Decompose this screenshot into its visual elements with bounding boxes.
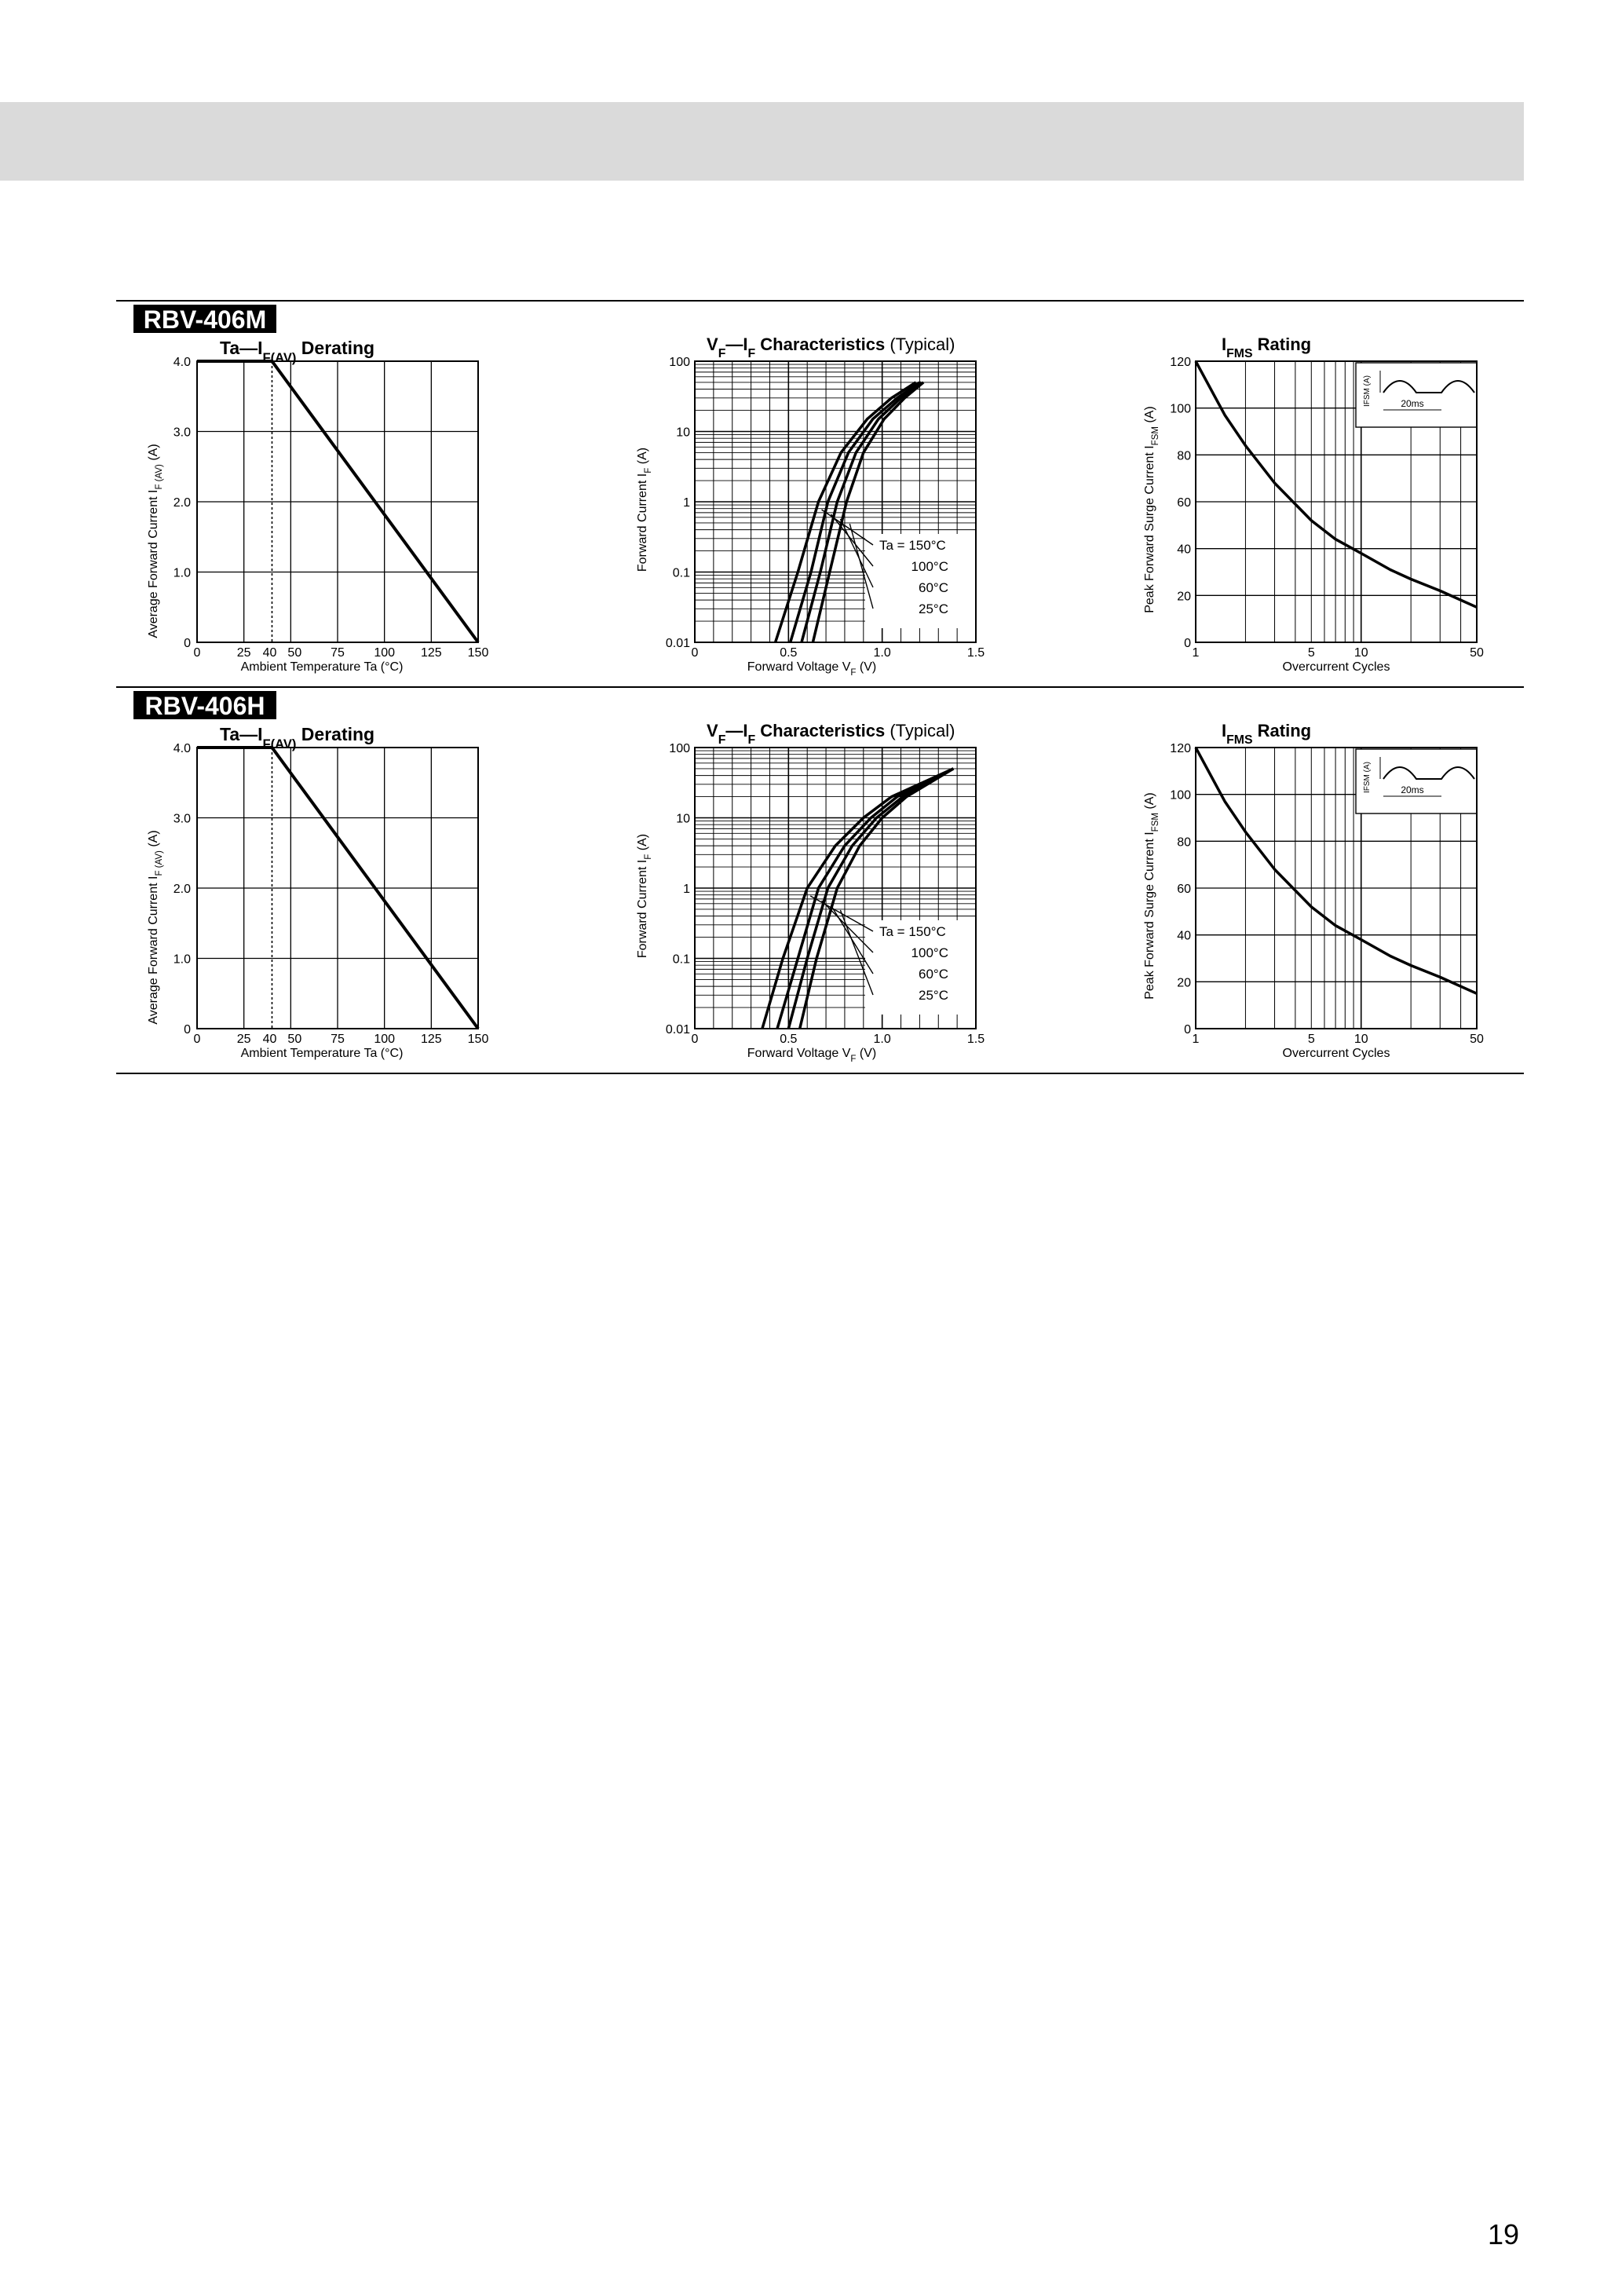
y-tick-label: 1.0	[173, 566, 191, 580]
x-tick-label: 0	[193, 646, 201, 660]
chart-title: $I_{FMS}$ Rating	[1222, 335, 1312, 360]
y-axis-label: Forward Current $I_F$ (A)	[636, 833, 653, 959]
x-tick-label: 40	[262, 1033, 277, 1046]
x-axis-label: Overcurrent Cycles	[1282, 660, 1390, 674]
vf-if-chart	[636, 335, 985, 678]
y-tick-label: 0	[1184, 1023, 1191, 1036]
x-tick-label: 40	[262, 646, 277, 660]
y-tick-label: 3.0	[173, 812, 191, 826]
x-tick-label: 0.5	[780, 646, 798, 660]
inset-ylabel: IFSM (A)	[1363, 375, 1372, 407]
derating-chart	[147, 338, 488, 674]
y-tick-label: 10	[676, 426, 690, 440]
x-tick-label: 0	[691, 646, 699, 660]
y-tick-label: 60	[1177, 883, 1191, 896]
waveform-inset	[1356, 363, 1477, 427]
y-tick-label: 40	[1177, 929, 1191, 943]
x-tick-label: 50	[1470, 646, 1484, 660]
x-tick-label: 1	[1192, 1033, 1200, 1046]
y-tick-label: 2.0	[173, 496, 191, 510]
y-tick-label: 0.1	[672, 952, 690, 967]
section-rbv-406h	[133, 691, 1484, 1064]
page-number: 19	[1488, 2218, 1520, 2250]
x-tick-label: 1	[1192, 646, 1200, 660]
x-tick-label: 150	[467, 1033, 489, 1046]
x-tick-label: 1.5	[966, 646, 985, 660]
legend-label: 60°C	[919, 967, 948, 982]
x-tick-label: 1.0	[873, 646, 891, 660]
x-tick-label: 1.5	[966, 1033, 985, 1046]
y-tick-label: 120	[1170, 356, 1191, 369]
chart-title: $V_F—I_F$ Characteristics (Typical)	[707, 335, 955, 360]
x-axis-label: Ambient Temperature Ta (°C)	[240, 660, 404, 674]
x-tick-label: 25	[236, 1033, 251, 1046]
x-tick-label: 150	[467, 646, 489, 660]
chart-title: $I_{FMS}$ Rating	[1222, 721, 1312, 747]
y-tick-label: 20	[1177, 590, 1191, 604]
y-tick-label: 100	[1170, 788, 1191, 803]
legend-label: 100°C	[911, 945, 948, 960]
y-tick-label: 0	[184, 637, 191, 650]
x-tick-label: 25	[236, 646, 251, 660]
x-tick-label: 100	[374, 646, 396, 660]
legend-label: 25°C	[919, 601, 948, 616]
x-tick-label: 50	[287, 1033, 302, 1046]
legend-label: Ta = 150°C	[879, 538, 946, 553]
model-name: RBV-406M	[143, 305, 267, 334]
y-tick-label: 4.0	[173, 742, 191, 755]
legend-label: 60°C	[919, 580, 948, 595]
y-tick-label: 100	[669, 356, 690, 369]
legend-label: Ta = 150°C	[879, 924, 946, 939]
inset-label: 20ms	[1401, 398, 1424, 409]
y-axis-label: Peak Forward Surge Current $I_{FSM}$ (A)	[1143, 406, 1160, 613]
legend-label: 25°C	[919, 988, 948, 1003]
y-axis-label: Forward Current $I_F$ (A)	[636, 447, 653, 572]
x-tick-label: 5	[1307, 1033, 1315, 1046]
ifsm-chart	[1143, 721, 1484, 1060]
y-tick-label: 80	[1177, 449, 1191, 463]
y-axis-label: Average Forward Current $I_{F (AV)}$ (A)	[147, 444, 164, 638]
x-tick-label: 0	[691, 1033, 699, 1046]
x-tick-label: 75	[331, 646, 345, 660]
y-tick-label: 1.0	[173, 952, 191, 967]
x-axis-label: Forward Voltage $V_F$ (V)	[747, 660, 877, 678]
x-axis-label: Forward Voltage $V_F$ (V)	[747, 1047, 877, 1064]
inset-ylabel: IFSM (A)	[1363, 762, 1372, 793]
y-tick-label: 0	[184, 1023, 191, 1036]
ifsm-chart	[1143, 335, 1484, 674]
chart-title: $Ta—I_{F(AV)}$ Derating	[220, 338, 375, 365]
y-axis-label: Peak Forward Surge Current $I_{FSM}$ (A)	[1143, 792, 1160, 1000]
y-tick-label: 3.0	[173, 426, 191, 440]
y-tick-label: 60	[1177, 496, 1191, 510]
y-tick-label: 0.01	[665, 637, 690, 650]
derating-chart	[147, 724, 488, 1060]
y-tick-label: 40	[1177, 543, 1191, 557]
x-tick-label: 50	[287, 646, 302, 660]
x-tick-label: 0.5	[780, 1033, 798, 1046]
x-tick-label: 125	[420, 646, 442, 660]
legend-label: 100°C	[911, 559, 948, 574]
x-tick-label: 100	[374, 1033, 396, 1046]
y-axis-label: Average Forward Current $I_{F (AV)}$ (A)	[147, 830, 164, 1025]
x-tick-label: 50	[1470, 1033, 1484, 1046]
x-tick-label: 0	[193, 1033, 201, 1046]
x-axis-label: Overcurrent Cycles	[1282, 1047, 1390, 1060]
inset-frame	[1356, 749, 1477, 813]
y-tick-label: 1	[683, 883, 690, 896]
y-tick-label: 0	[1184, 637, 1191, 650]
y-tick-label: 100	[669, 742, 690, 755]
y-tick-label: 2.0	[173, 883, 191, 896]
vf-if-chart	[636, 721, 985, 1064]
waveform-inset	[1356, 749, 1477, 813]
y-tick-label: 10	[676, 812, 690, 826]
chart-title: $Ta—I_{F(AV)}$ Derating	[220, 724, 375, 751]
y-tick-label: 20	[1177, 976, 1191, 990]
x-tick-label: 5	[1307, 646, 1315, 660]
x-tick-label: 75	[331, 1033, 345, 1046]
x-tick-label: 10	[1353, 1033, 1368, 1046]
x-tick-label: 125	[420, 1033, 442, 1046]
x-tick-label: 1.0	[873, 1033, 891, 1046]
model-name: RBV-406H	[144, 692, 265, 720]
inset-frame	[1356, 363, 1477, 427]
chart-title: $V_F—I_F$ Characteristics (Typical)	[707, 721, 955, 747]
section-rbv-406m	[133, 305, 1484, 678]
y-tick-label: 80	[1177, 835, 1191, 850]
y-tick-label: 100	[1170, 402, 1191, 416]
inset-label: 20ms	[1401, 784, 1424, 795]
y-tick-label: 1	[683, 496, 690, 510]
y-tick-label: 0.1	[672, 566, 690, 580]
x-tick-label: 10	[1353, 646, 1368, 660]
y-tick-label: 0.01	[665, 1023, 690, 1036]
y-tick-label: 4.0	[173, 356, 191, 369]
x-axis-label: Ambient Temperature Ta (°C)	[240, 1047, 404, 1060]
y-tick-label: 120	[1170, 742, 1191, 755]
